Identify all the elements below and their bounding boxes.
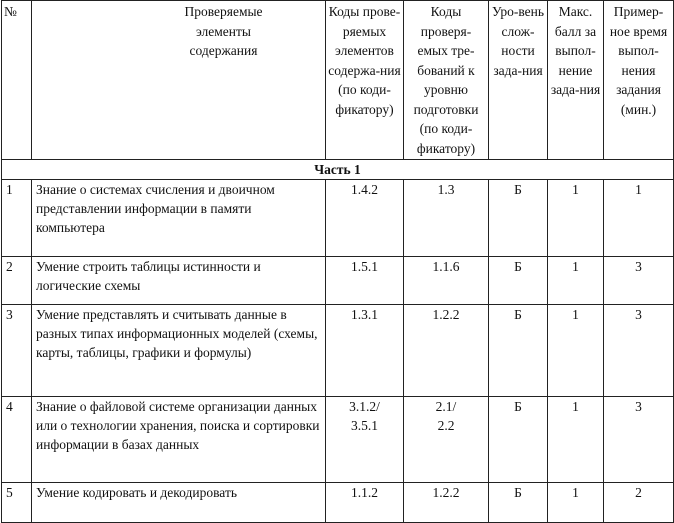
row-num: 2 xyxy=(2,257,32,305)
header-level: Уро-вень слож-ности зада-ния xyxy=(489,1,548,160)
row-level: Б xyxy=(489,180,548,257)
table-row xyxy=(2,397,674,483)
row-code2: 1.3 xyxy=(404,180,489,257)
row-level: Б xyxy=(489,483,548,523)
row-text: Умение строить таблицы истинности и логические схемы xyxy=(32,257,326,305)
row-level: Б xyxy=(489,257,548,305)
row-time: 3 xyxy=(604,257,674,305)
table-row xyxy=(2,483,674,523)
row-code1: 1.4.2 xyxy=(326,180,404,257)
row-num: 4 xyxy=(2,397,32,483)
row-time: 1 xyxy=(604,180,674,257)
table-row xyxy=(2,180,674,257)
row-text: Умение представлять и считывать данные в разных типах информационных моделей (схемы, карты, таблицы, графики и формулы) xyxy=(32,305,326,397)
row-score: 1 xyxy=(548,483,604,523)
row-score: 1 xyxy=(548,305,604,397)
row-code1: 1.5.1 xyxy=(326,257,404,305)
row-code2: 1.1.6 xyxy=(404,257,489,305)
row-code2: 2.1/ 2.2 xyxy=(404,397,489,483)
row-level: Б xyxy=(489,397,548,483)
row-time: 3 xyxy=(604,397,674,483)
row-num: 3 xyxy=(2,305,32,397)
row-text: Знание о файловой системе организации данных или о технологии хранения, поиска и сортировки информации в базах данных xyxy=(32,397,326,483)
header-num: № xyxy=(2,1,32,160)
row-code1: 3.1.2/ 3.5.1 xyxy=(326,397,404,483)
header-req-codes: Коды проверя-емых тре-бований к уровню подготовки (по коди-фикатору) xyxy=(404,1,489,160)
row-code2: 1.2.2 xyxy=(404,305,489,397)
row-num: 1 xyxy=(2,180,32,257)
header-elements: Проверяемые элементы содержания xyxy=(32,1,326,160)
row-time: 2 xyxy=(604,483,674,523)
header-max-score: Макс. балл за выпол-нение зада-ния xyxy=(548,1,604,160)
exam-spec-table xyxy=(1,0,674,523)
row-time: 3 xyxy=(604,305,674,397)
row-score: 1 xyxy=(548,257,604,305)
row-num: 5 xyxy=(2,483,32,523)
row-text: Знание о системах счисления и двоичном представлении информации в памяти компьютера xyxy=(32,180,326,257)
row-score: 1 xyxy=(548,397,604,483)
row-level: Б xyxy=(489,305,548,397)
row-code1: 1.1.2 xyxy=(326,483,404,523)
table-row xyxy=(2,305,674,397)
part-row xyxy=(2,160,674,180)
row-code1: 1.3.1 xyxy=(326,305,404,397)
row-code2: 1.2.2 xyxy=(404,483,489,523)
header-row xyxy=(2,1,674,160)
header-content-codes: Коды прове-ряемых элементов содержа-ния (по коди-фикатору) xyxy=(326,1,404,160)
row-text: Умение кодировать и декодировать xyxy=(32,483,326,523)
header-time: Пример-ное время выпол-нения задания (мин.) xyxy=(604,1,674,160)
row-score: 1 xyxy=(548,180,604,257)
table-row xyxy=(2,257,674,305)
part-title: Часть 1 xyxy=(2,160,674,180)
